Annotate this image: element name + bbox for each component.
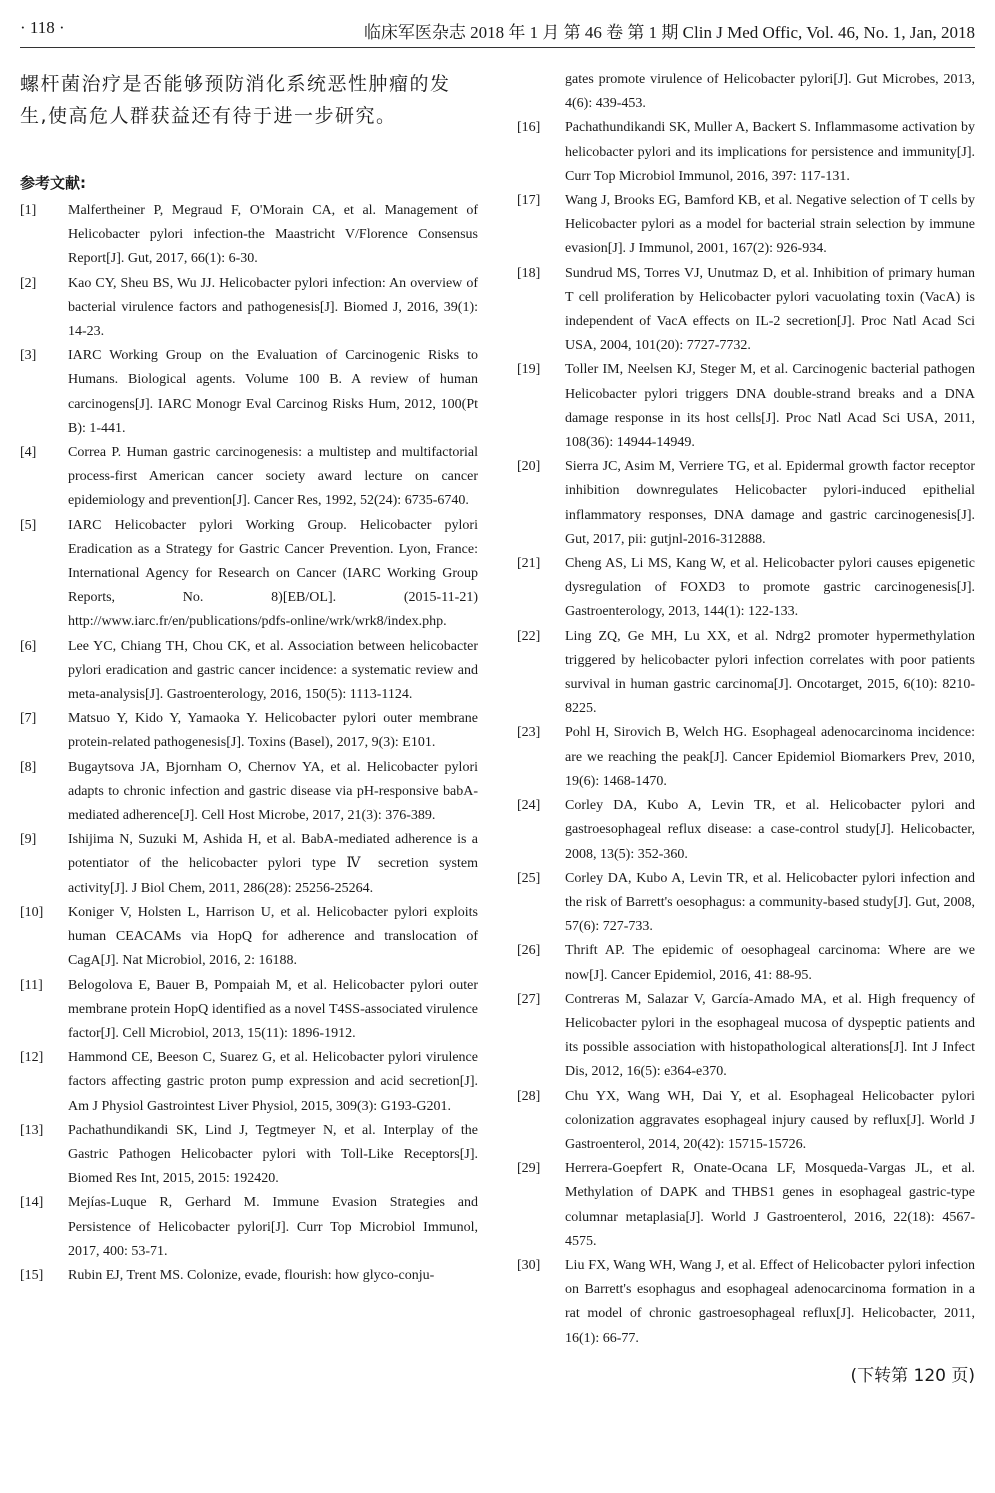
reference-text: Correa P. Human gastric carcinogenesis: a multistep and multifactorial process-first American cancer society award lecture on cancer epidemiology and prevention[J]. Cancer Res, 1992, 52(24): 6735-6740. [68,445,478,509]
reference-number: [15] [20,1267,44,1283]
running-head: 临床军医杂志 2018 年 1 月 第 46 卷 第 1 期 Clin J Med Offic, Vol. 46, No. 1, Jan, 2018 [363,23,975,42]
reference-text: Pachathundikandi SK, Lind J, Tegtmeyer N, et al. Interplay of the Gastric Pathogen Helicobacter pylori with Toll-Like Receptors[J]. Biomed Res Int, 2015, 2015: 192420. [68,1122,478,1187]
reference-item [20,828,478,901]
reference-number: [19] [517,362,541,378]
reference-item [20,901,478,974]
reference-text: Liu FX, Wang WH, Wang J, et al. Effect of Helicobacter pylori infection on Barrett's esophagus and esophageal adenocarcinoma formation in a rat model of chronic gastroesophageal reflux[J]. Helicobacter, 2011, 16(1): 66-77. [565,1257,975,1346]
reference-item [517,1157,975,1254]
reference-item [517,1254,975,1351]
reference-text: Chu YX, Wang WH, Dai Y, et al. Esophageal Helicobacter pylori colonization aggravates esophageal injury caused by reflux[J]. World J Gastroenterol, 2014, 20(42): 15715-15726. [565,1088,975,1152]
reference-item [20,974,478,1047]
reference-item [20,1264,478,1288]
reference-item [20,1191,478,1264]
reference-item [20,756,478,829]
reference-number: [22] [517,628,541,644]
page-header [20,12,975,48]
reference-number: [5] [20,517,37,533]
reference-number: [6] [20,638,37,654]
reference-item [20,1046,478,1119]
continued-note: (下转第 120 页) [850,1365,975,1386]
reference-text: Ishijima N, Suzuki M, Ashida H, et al. BabA-mediated adherence is a potentiator of the helicobacter pylori type Ⅳ secretion system activity[J]. J Biol Chem, 2011, 286(28): 25256-25264. [68,832,478,896]
reference-text: Wang J, Brooks EG, Bamford KB, et al. Negative selection of T cells by Helicobacter pylori as a model for bacterial strain selection by immune evasion[J]. J Immunol, 2001, 167(2): 926-934. [565,193,975,257]
reference-number: [28] [517,1088,541,1104]
reference-item [517,988,975,1085]
references-heading: 参考文献: [20,174,86,192]
reference-number: [1] [20,203,37,218]
reference-text: Lee YC, Chiang TH, Chou CK, et al. Association between helicobacter pylori eradication and gastric cancer incidence: a systematic review and meta-analysis[J]. Gastroenterology, 2016, 150(5): 1113-1124. [68,638,478,703]
reference-item [517,552,975,625]
reference-number: [30] [517,1257,541,1273]
reference-number: [11] [20,977,43,993]
reference-number: [2] [20,275,37,291]
reference-continuation [517,68,975,116]
page-number: · 118 · [20,18,65,37]
reference-text: Matsuo Y, Kido Y, Yamaoka Y. Helicobacter pylori outer membrane protein-related pathogenesis[J]. Toxins (Basel), 2017, 9(3): E101. [68,711,478,751]
reference-item [20,344,478,441]
reference-number: [13] [20,1122,44,1138]
reference-number: [17] [517,193,541,209]
reference-text: Sundrud MS, Torres VJ, Unutmaz D, et al. Inhibition of primary human T cell proliferation by Helicobacter pylori vacuolating toxin (VacA) is independent of VacA effects on IL-2 secretion[J]. Proc Natl Acad Sci USA, 2004, 101(20): 7727-7732. [565,265,975,354]
intro-paragraph: 螺杆菌治疗是否能够预防消化系统恶性肿瘤的发生,使高危人群获益还有待于进一步研究。 [20,73,451,127]
reference-item [20,441,478,514]
reference-item [20,707,478,755]
reference-text: Corley DA, Kubo A, Levin TR, et al. Helicobacter pylori and gastroesophageal reflux disease: a case-control study[J]. Helicobacter, 2008, 13(5): 352-360. [565,798,975,862]
reference-number: [10] [20,904,44,920]
reference-number: [7] [20,711,37,727]
reference-text: Ling ZQ, Ge MH, Lu XX, et al. Ndrg2 promoter hypermethylation triggered by helicobacter pylori infection correlates with poor patients survival in human gastric carcinoma[J]. Oncotarget, 2015, 6(10): 8210-8225. [565,628,975,717]
reference-text: Herrera-Goepfert R, Onate-Ocana LF, Mosqueda-Vargas JL, et al. Methylation of DAPK and THBS1 genes in esophageal gastric-type columnar metaplasia[J]. World J Gastroenterol, 2016, 22(18): 4567-4575. [565,1161,975,1249]
reference-text: Rubin EJ, Trent MS. Colonize, evade, flourish: how glyco-conju- [68,1267,435,1283]
reference-text: IARC Helicobacter pylori Working Group. Helicobacter pylori Eradication as a Strategy for Gastric Cancer Prevention. Lyon, France: International Agency for Research on Cancer (IARC Working Group Reports, No. 8)[EB/OL]. (2015-11-21) http://www.iarc.fr/en/publications/pdfs-online/wrk/wrk8/index.php. [68,517,478,630]
reference-item [20,635,478,708]
reference-item [517,116,975,189]
reference-text: Malfertheiner P, Megraud F, O'Morain CA, et al. Management of Helicobacter pylori infection-the Maastricht V/Florence Consensus Report[J]. Gut, 2017, 66(1): 6-30. [68,203,478,267]
reference-text: Bugaytsova JA, Bjornham O, Chernov YA, et al. Helicobacter pylori adapts to chronic infection and gastric disease via pH-responsive babA-mediated adherence[J]. Cell Host Microbe, 2017, 21(3): 376-389. [68,759,478,824]
reference-item [20,514,478,635]
reference-number: [21] [517,556,541,572]
reference-number: [4] [20,445,37,461]
reference-text: Mejías-Luque R, Gerhard M. Immune Evasion Strategies and Persistence of Helicobacter pylori[J]. Curr Top Microbiol Immunol, 2017, 400: 53-71. [68,1195,478,1259]
reference-text: Hammond CE, Beeson C, Suarez G, et al. Helicobacter pylori virulence factors affecting gastric proton pump expression and acid secretion[J]. Am J Physiol Gastrointest Liver Physiol, 2015, 309(3): G193-G201. [68,1050,478,1114]
reference-item [517,867,975,940]
reference-item [517,455,975,552]
reference-text: gates promote virulence of Helicobacter pylori[J]. Gut Microbes, 2013, 4(6): 439-453. [565,72,975,112]
reference-item [517,1085,975,1158]
reference-item [20,272,478,345]
reference-item [517,721,975,794]
reference-number: [20] [517,459,541,475]
reference-item [517,358,975,455]
reference-number: [9] [20,832,37,848]
reference-number: [18] [517,265,541,281]
left-column [20,68,478,1288]
reference-text: Contreras M, Salazar V, García-Amado MA, et al. High frequency of Helicobacter pylori in the esophageal mucosa of dyspeptic patients and its possible association with histopathological alterations[J]. Int J Infect Dis, 2012, 16(5): e364-e370. [565,991,975,1080]
reference-text: Toller IM, Neelsen KJ, Steger M, et al. Carcinogenic bacterial pathogen Helicobacter pylori triggers DNA double-strand breaks and a DNA damage response in its host cells[J]. Proc Natl Acad Sci USA, 2011, 108(36): 14944-14949. [565,362,975,451]
reference-text: Cheng AS, Li MS, Kang W, et al. Helicobacter pylori causes epigenetic dysregulation of FOXD3 to promote gastric carcinogenesis[J]. Gastroenterology, 2013, 144(1): 122-133. [565,556,975,620]
reference-number: [23] [517,725,541,741]
reference-number: [8] [20,759,37,775]
reference-text: Pohl H, Sirovich B, Welch HG. Esophageal adenocarcinoma incidence: are we reaching the peak[J]. Cancer Epidemiol Biomarkers Prev, 2010, 19(6): 1468-1470. [565,725,975,789]
reference-number: [3] [20,348,37,364]
reference-item [20,1119,478,1192]
reference-text: Sierra JC, Asim M, Verriere TG, et al. Epidermal growth factor receptor inhibition downregulates Helicobacter pylori-induced epithelial inflammatory responses, DNA damage and gastric carcinogenesis[J]. Gut, 2017, pii: gutjnl-2016-312888. [565,459,975,547]
reference-text: Thrift AP. The epidemic of oesophageal carcinoma: Where are we now[J]. Cancer Epidemiol, 2016, 41: 88-95. [565,943,975,983]
reference-list-left [20,199,478,1288]
reference-item [517,625,975,722]
reference-number: [25] [517,870,541,886]
reference-number: [14] [20,1195,44,1211]
reference-list-right [517,116,975,1350]
reference-text: IARC Working Group on the Evaluation of Carcinogenic Risks to Humans. Biological agents. Volume 100 B. A review of human carcinogens[J]. IARC Monogr Eval Carcinog Risks Hum, 2012, 100(Pt B): 1-441. [68,348,478,436]
reference-item [517,939,975,987]
reference-number: [12] [20,1050,44,1066]
reference-text: Kao CY, Sheu BS, Wu JJ. Helicobacter pylori infection: An overview of bacterial virulence factors and pathogenesis[J]. Biomed J, 2016, 39(1): 14-23. [68,275,478,340]
reference-item [517,262,975,359]
reference-number: [24] [517,798,541,814]
reference-text: Corley DA, Kubo A, Levin TR, et al. Helicobacter pylori infection and the risk of Barrett's oesophagus: a community-based study[J]. Gut, 2008, 57(6): 727-733. [565,870,975,935]
reference-item [517,794,975,867]
reference-text: Belogolova E, Bauer B, Pompaiah M, et al. Helicobacter pylori outer membrane protein HopQ identified as a novel T4SS-associated virulence factor[J]. Cell Microbiol, 2013, 15(11): 1896-1912. [68,977,478,1041]
reference-number: [29] [517,1161,541,1177]
reference-number: [27] [517,991,541,1007]
reference-item [20,199,478,272]
right-column [517,68,975,1386]
reference-item [517,189,975,262]
reference-number: [26] [517,943,541,959]
reference-text: Koniger V, Holsten L, Harrison U, et al. Helicobacter pylori exploits human CEACAMs via HopQ for adherence and translocation of CagA[J]. Nat Microbiol, 2016, 2: 16188. [68,904,478,969]
reference-text: Pachathundikandi SK, Muller A, Backert S. Inflammasome activation by helicobacter pylori and its implications for persistence and immunity[J]. Curr Top Microbiol Immunol, 2016, 397: 117-131. [565,120,975,184]
reference-number: [16] [517,120,541,136]
